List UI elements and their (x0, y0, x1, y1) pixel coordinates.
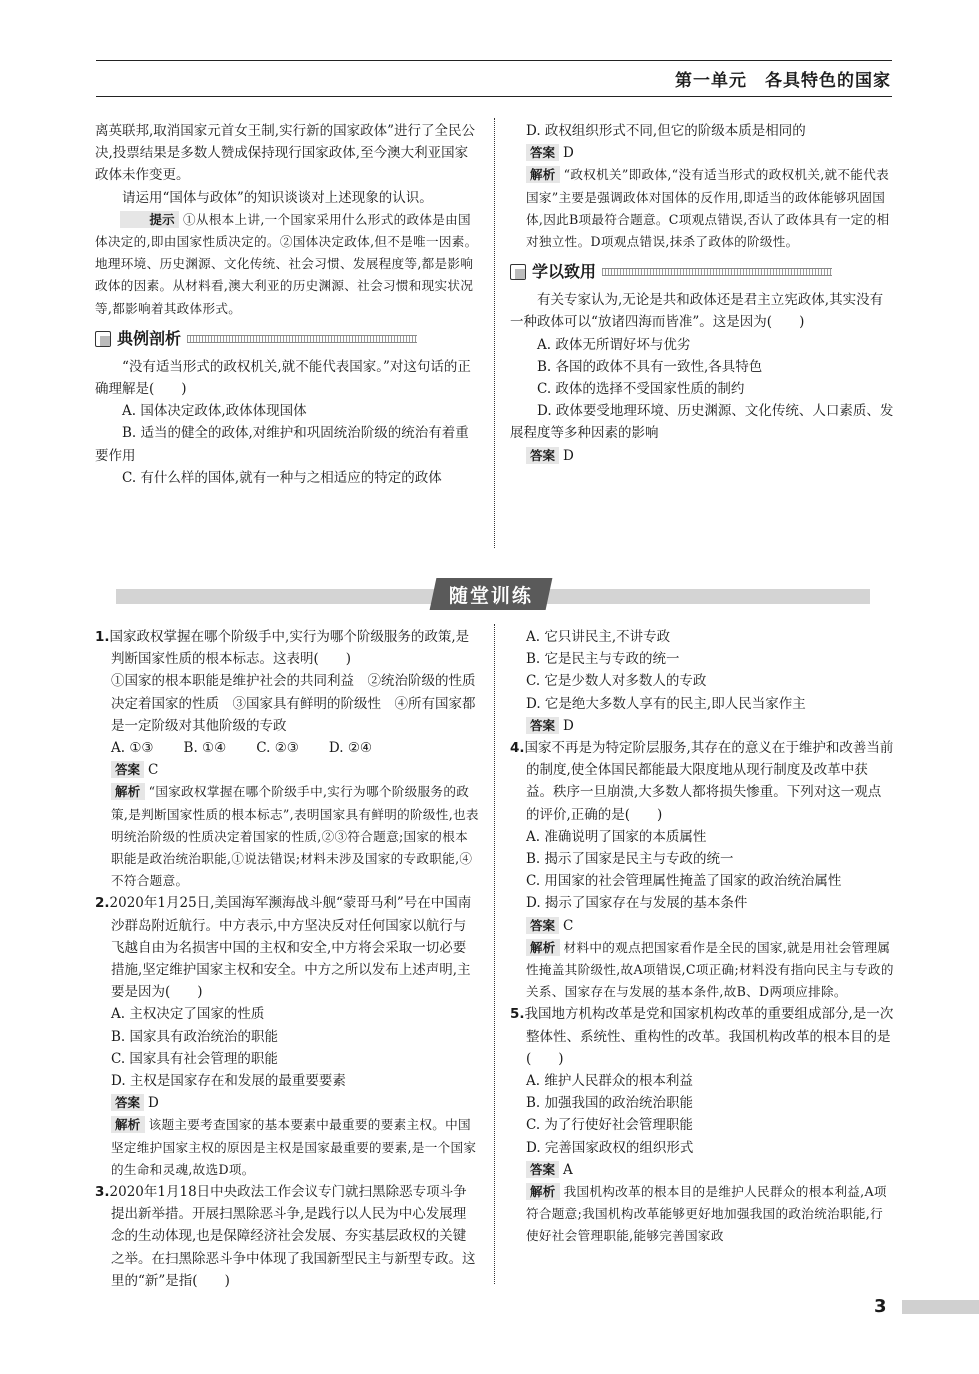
option-b: B. ①④ (183, 740, 227, 757)
option-d: D. 它是绝大多数人享有的民主,即人民当家作主 (526, 695, 806, 712)
answer-value: D (563, 447, 574, 464)
section-icon (510, 264, 526, 280)
option-d: D. 政权组织形式不同,但它的阶级本质是相同的 (526, 123, 806, 139)
analysis-block (510, 1181, 894, 1248)
option-d: D. 主权是国家存在和发展的最重要要素 (111, 1073, 346, 1090)
section-rule (187, 335, 417, 343)
answer-tag: 答案 (526, 144, 559, 161)
options-row (95, 737, 479, 759)
question-number: 1. (95, 629, 110, 645)
answer-line (510, 445, 894, 467)
analysis-text: “政权机关”即政体,“没有适当形式的政权机关,就不能代表国家”主要是强调政体对国体的反作用,即适当的政体能够巩固国体,因此B项最符合题意。C项观点错误,否认了政体具有一定的相对独立性。D项观点错误,抹杀了政体的阶级性。 (526, 167, 890, 250)
analysis-text: 材料中的观点把国家看作是全民的国家,就是用社会管理属性掩盖其阶级性,故A项错误,C项正确;材料没有指向民主与专政的关系、国家存在与发展的基本条件,故B、D两项应排除。 (526, 939, 894, 1000)
option-b: B. 各国的政体不具有一致性,各具特色 (537, 358, 763, 375)
section-rule (602, 268, 832, 276)
section-title: 学以致用 (532, 262, 597, 282)
option-d: D. 完善国家政权的组织形式 (526, 1139, 694, 1156)
paragraph: 离英联邦,取消国家元首女王制,实行新的国家政体”进行了全民公决,投票结果是多数人赞成保持现行国家政体,至今澳大利亚国家政体未作变更。 (95, 123, 475, 184)
answer-value: D (148, 1095, 159, 1112)
option-a: A. 主权决定了国家的性质 (111, 1006, 265, 1023)
question-text: 我国地方机构改革是党和国家机构改革的重要组成部分,是一次整体性、系统性、重构性的改革。我国机构改革的根本目的是( ) (524, 1006, 894, 1067)
question-2 (95, 892, 479, 1003)
answer-tag: 答案 (526, 447, 559, 464)
answer-tag: 答案 (111, 1094, 144, 1111)
question-text: 国家不再是为特定阶层服务,其存在的意义在于维护和改善当前的制度,使全体国民都能最大限度地从现行制度及改革中获益。秩序一旦崩溃,大多数人都将损失惨重。下列对这一观点的评价,正确的是( ) (524, 740, 894, 823)
question-number: 3. (95, 1184, 110, 1201)
hint-text: ①从根本上讲,一个国家采用什么形式的政体是由国体决定的,即由国家性质决定的。②国体决定政体,但不是唯一因素。地理环境、历史渊源、文化传统、社会习惯、发展程度等,都是影响政体的因素。从材料看,澳大利亚的历史渊源、社会习惯和现实状况等,都影响着其政体形式。 (95, 211, 478, 316)
section-heading (95, 326, 479, 352)
answer-line (510, 1159, 894, 1181)
answer-value: C (563, 917, 574, 934)
answer-value: D (563, 145, 574, 162)
option-b: B. 适当的健全的政体,对维护和巩固统治阶级的统治有着重要作用 (95, 425, 469, 464)
hint-tag: 提示 (120, 211, 179, 228)
header-title: 第一单元 各具特色的国家 (675, 71, 891, 91)
option-c: C. 国家具有社会管理的职能 (111, 1050, 278, 1067)
column-divider (494, 624, 495, 1284)
question-1 (95, 626, 479, 670)
question-text: 2020年1月18日中央政法工作会议专门就扫黑除恶专项斗争提出新举措。开展扫黑除恶斗争,是践行以人民为中心发展理念的生动体现,也是保障经济社会发展、夯实基层政权的关键之举。在扫黑除恶斗争中体现了我国新型民主与新型专政。这里的“新”是指( ) (109, 1184, 476, 1289)
top-right-column (510, 120, 894, 467)
option-c: C. 为了行使好社会管理职能 (526, 1117, 693, 1134)
option-d: D. ②④ (328, 740, 373, 757)
paragraph: 请运用“国体与政体”的知识谈谈对上述现象的认识。 (122, 189, 433, 206)
section-icon (95, 331, 111, 347)
bottom-left-column (95, 626, 479, 1292)
answer-line (95, 759, 479, 781)
section-heading (510, 259, 894, 285)
option-d: D. 揭示了国家存在与发展的基本条件 (526, 895, 748, 912)
analysis-text: “国家政权掌握在哪个阶级手中,实行为哪个阶级服务的政策,是判断国家性质的根本标志”,表明国家具有鲜明的阶级性,也表明统治阶级的性质决定着国家的性质,②③符合题意;国家的根本职能是政治统治职能,①说法错误;材料未涉及国家的专政职能,④不符合题意。 (111, 784, 479, 889)
column-divider (494, 118, 495, 548)
option-c: C. 有什么样的国体,就有一种与之相适应的特定的政体 (122, 469, 442, 486)
statements: ①国家的根本职能是维护社会的共同利益 ②统治阶级的性质决定着国家的性质 ③国家具有鲜明的阶级性 ④所有国家都是一定阶级对其他阶级的专政 (111, 673, 476, 734)
analysis-text: 我国机构改革的根本目的是维护人民群众的根本利益,A项符合题意;我国机构改革能够更好地加强我国的政治统治职能,行使好社会管理职能,能够完善国家政 (526, 1184, 887, 1244)
option-b: B. 国家具有政治统治的职能 (111, 1028, 279, 1045)
answer-value: A (563, 1161, 573, 1178)
answer-line (510, 715, 894, 737)
answer-line (510, 915, 894, 937)
section-title: 典例剖析 (117, 328, 182, 348)
analysis-tag: 解析 (526, 939, 560, 956)
answer-tag: 答案 (526, 717, 559, 734)
analysis-block (95, 1114, 479, 1181)
option-c: C. 用国家的社会管理属性掩盖了国家的政治统治属性 (526, 873, 842, 890)
question-number: 2. (95, 895, 110, 912)
analysis-tag: 解析 (111, 1116, 145, 1133)
top-left-column (95, 120, 479, 489)
option-b: B. 揭示了国家是民主与专政的统一 (526, 851, 734, 868)
question-text: 2020年1月25日,美国海军濒海战斗舰“蒙哥马利”号在中国南沙群岛附近航行。中方表示,中方坚决反对任何国家以航行与飞越自由为名损害中国的主权和安全,中方将会采取一切必要措施,坚定维护国家主权和安全。中方之所以发布上述声明,主要是因为( ) (109, 895, 472, 1001)
analysis-block (510, 937, 894, 1004)
option-a: A. ①③ (111, 740, 154, 757)
header-top-rule (96, 60, 892, 61)
option-b: B. 它是民主与专政的统一 (526, 651, 680, 668)
analysis-block (510, 164, 894, 253)
hint-block (95, 209, 479, 320)
question-4 (510, 737, 894, 826)
question-number: 5. (510, 1006, 525, 1023)
analysis-tag: 解析 (526, 1183, 560, 1200)
answer-line (95, 1092, 479, 1114)
bottom-right-column (510, 626, 894, 1248)
question-text: 有关专家认为,无论是共和政体还是君主立宪政体,其实没有一种政体可以“放诸四海而皆准”。这是因为( ) (510, 292, 884, 331)
header-bottom-rule (96, 96, 892, 97)
option-a: A. 它只讲民主,不讲专政 (526, 629, 671, 645)
option-c: C. 政体的选择不受国家性质的制约 (537, 381, 745, 398)
option-c: C. ②③ (256, 740, 299, 757)
question-text: 国家政权掌握在哪个阶级手中,实行为哪个阶级服务的政策,是判断国家性质的根本标志。这表明( ) (109, 629, 470, 668)
option-b: B. 加强我国的政治统治职能 (526, 1095, 694, 1112)
option-c: C. 它是少数人对多数人的专政 (526, 673, 707, 690)
question-3 (95, 1181, 479, 1292)
analysis-text: 该题主要考查国家的基本要素中最重要的要素主权。中国坚定维护国家主权的原因是主权是国家最重要的要素,是一个国家的生命和灵魂,故选D项。 (111, 1117, 477, 1177)
option-d: D. 政体要受地理环境、历史渊源、文化传统、人口素质、发展程度等多种因素的影响 (510, 403, 894, 442)
option-a: A. 准确说明了国家的本质属性 (526, 828, 707, 845)
banner-title: 随堂训练 (448, 584, 533, 607)
question-text: “没有适当形式的政权机关,就不能代表国家。”对这句话的正确理解是( ) (95, 358, 471, 398)
answer-value: D (563, 717, 574, 734)
answer-tag: 答案 (526, 1161, 559, 1178)
answer-line (510, 142, 894, 164)
section-banner (430, 578, 553, 610)
question-number: 4. (510, 740, 525, 757)
analysis-block (95, 781, 479, 892)
page-number-bar (902, 1300, 979, 1314)
answer-tag: 答案 (111, 761, 144, 778)
option-a: A. 政体无所谓好坏与优劣 (537, 336, 691, 353)
analysis-tag: 解析 (526, 166, 560, 183)
page-number: 3 (874, 1296, 887, 1317)
analysis-tag: 解析 (111, 783, 145, 800)
answer-tag: 答案 (526, 917, 559, 934)
option-a: A. 维护人民群众的根本利益 (526, 1073, 693, 1090)
option-a: A. 国体决定政体,政体体现国体 (122, 403, 307, 420)
answer-value: C (148, 762, 159, 779)
question-5 (510, 1003, 894, 1070)
